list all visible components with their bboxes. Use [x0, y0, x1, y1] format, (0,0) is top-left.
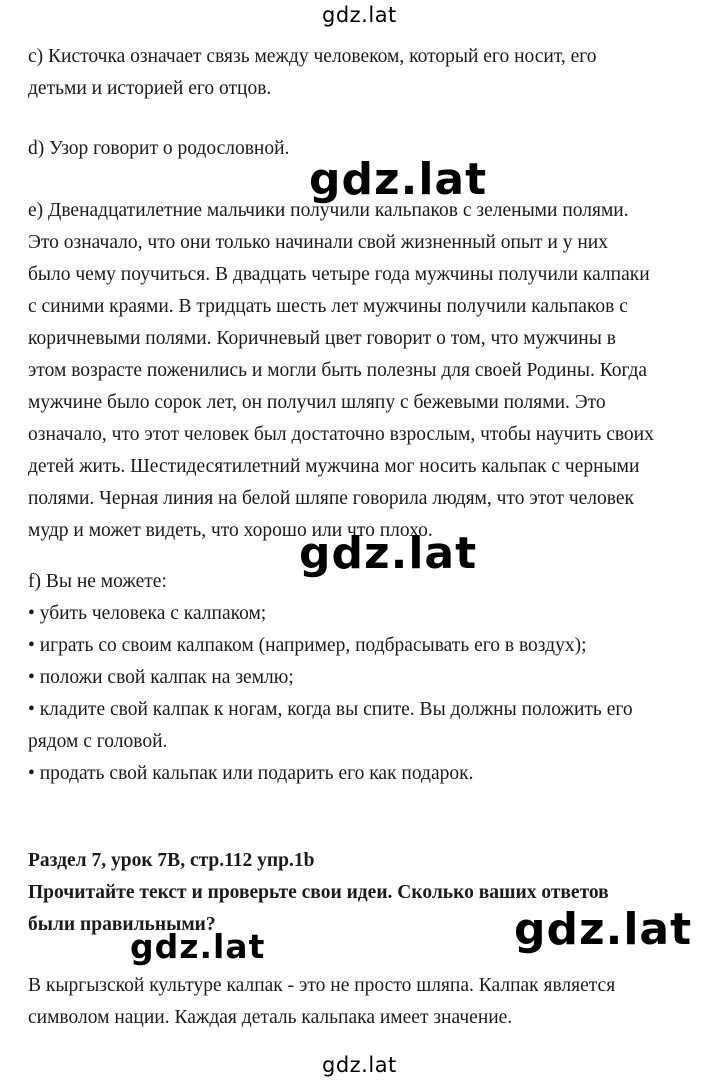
- watermark-left: gdz.lat: [130, 927, 266, 966]
- watermark-right: gdz.lat: [514, 904, 693, 955]
- text-line: мужчине было сорок лет, он получил шляпу с бежевыми полями. Это: [28, 392, 606, 413]
- text-line: коричневыми полями. Коричневый цвет говорит о том, что мужчины в: [28, 328, 616, 349]
- text-line: В кыргызской культуре калпак - это не просто шляпа. Калпак является: [28, 975, 616, 996]
- text-line: e) Двенадцатилетние мальчики получили кальпаков с зелеными полями.: [28, 200, 629, 221]
- list-item: • убить человека с калпаком;: [28, 603, 267, 624]
- watermark-bottom: gdz.lat: [322, 1053, 397, 1077]
- text-line: f) Вы не можете:: [28, 571, 167, 592]
- text-line: означало, что этот человек был достаточно взрослым, чтобы научить своих: [28, 424, 654, 445]
- paragraph-c: [28, 41, 700, 105]
- list-item: • продать свой кальпак или подарить его как подарок.: [28, 763, 474, 784]
- section-heading: Раздел 7, урок 7B, стр.112 упр.1b: [28, 850, 315, 871]
- paragraph-final: [28, 970, 700, 1034]
- watermark-middle-1: gdz.lat: [309, 154, 488, 205]
- text-line: было чему поучиться. В двадцать четыре года мужчины получили калпаки: [28, 264, 650, 285]
- paragraph-e: [28, 195, 700, 547]
- text-line: рядом с головой.: [28, 731, 168, 752]
- watermark-top: gdz.lat: [322, 3, 397, 27]
- text-line: детей жить. Шестидесятилетний мужчина мог носить кальпак с черными: [28, 456, 640, 477]
- text-line: d) Узор говорит о родословной.: [28, 138, 290, 159]
- list-item: • играть со своим калпаком (например, подбрасывать его в воздух);: [28, 635, 587, 656]
- task-line: были правильными?: [28, 914, 216, 935]
- list-item: • кладите свой калпак к ногам, когда вы спите. Вы должны положить его: [28, 699, 633, 720]
- text-line: детьми и историей его отцов.: [28, 78, 272, 99]
- text-line: Это означало, что они только начинали свой жизненный опыт и у них: [28, 232, 608, 253]
- text-line: c) Кисточка означает связь между человеком, который его носит, его: [28, 46, 597, 67]
- task-line: Прочитайте текст и проверьте свои идеи. Сколько ваших ответов: [28, 882, 609, 903]
- text-line: с синими краями. В тридцать шесть лет мужчины получили кальпаков с: [28, 296, 628, 317]
- text-line: этом возрасте поженились и могли быть полезны для своей Родины. Когда: [28, 360, 648, 381]
- list-item: • положи свой калпак на землю;: [28, 667, 294, 688]
- text-line: полями. Черная линия на белой шляпе говорила людям, что этот человек: [28, 488, 635, 509]
- text-line: символом нации. Каждая деталь кальпака имеет значение.: [28, 1007, 513, 1028]
- paragraph-f: [28, 566, 700, 790]
- text-line: мудр и может видеть, что хорошо или что плохо.: [28, 520, 433, 541]
- watermark-middle-2: gdz.lat: [299, 528, 478, 579]
